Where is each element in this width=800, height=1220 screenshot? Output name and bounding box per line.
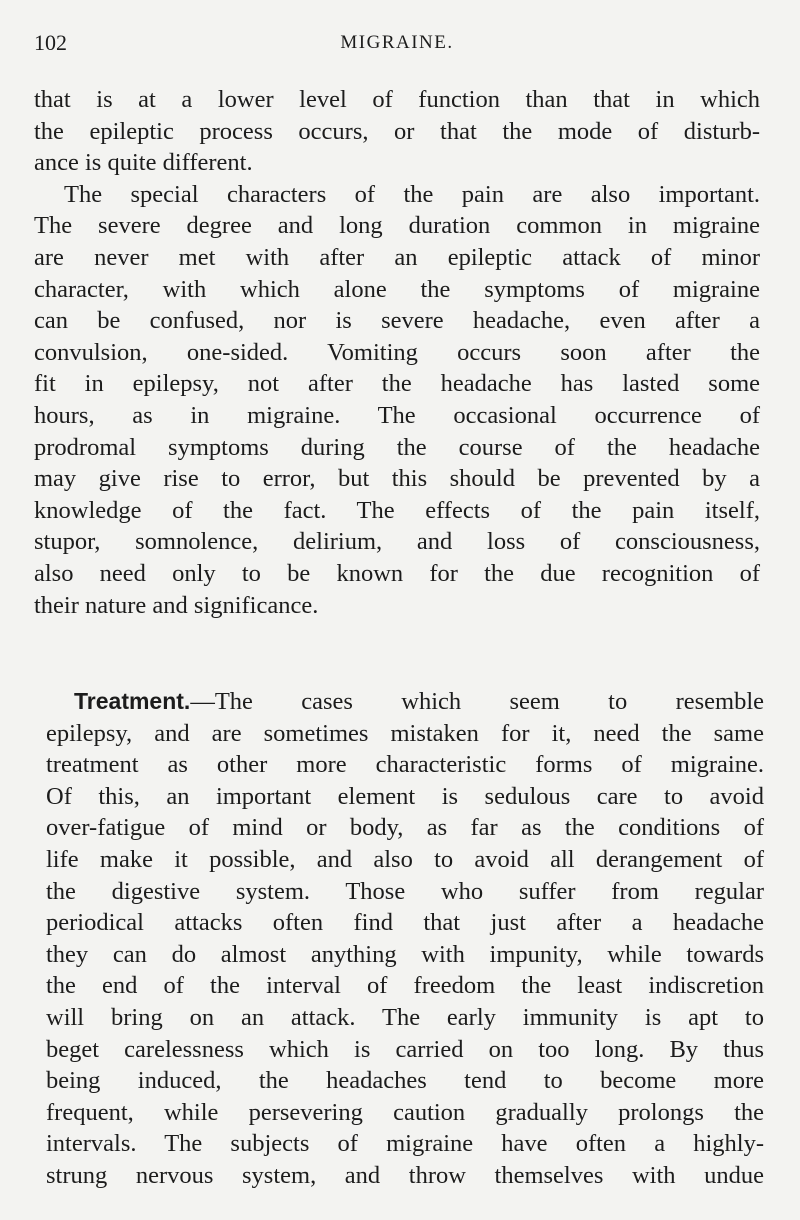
text-line: character, with which alone the symptoms of migraine: [34, 275, 760, 303]
text-line: ance is quite different.: [34, 149, 253, 177]
text-line: over-fatigue of mind or body, as far as the conditions of: [46, 814, 764, 842]
text-line: fit in epilepsy, not after the headache has lasted some: [34, 370, 760, 398]
paragraph-special-characters: [34, 179, 760, 621]
text-line: may give rise to error, but this should be prevented by a: [34, 465, 760, 493]
text-line: convulsion, one-sided. Vomiting occurs soon after the: [34, 338, 760, 366]
text-line: that is at a lower level of function than that in which: [34, 86, 760, 113]
text-line: prodromal symptoms during the course of the headache: [34, 433, 760, 461]
text-line: will bring on an attack. The early immunity is apt to: [46, 1003, 764, 1031]
text-line: periodical attacks often find that just after a headache: [46, 909, 764, 937]
text-line: frequent, while persevering caution gradually prolongs the: [46, 1098, 764, 1126]
paragraph-continuation: [34, 84, 760, 179]
text-line: treatment as other more characteristic forms of migraine.: [46, 751, 764, 779]
text-line: the digestive system. Those who suffer from regular: [46, 877, 764, 905]
text-line: the epileptic process occurs, or that the mode of disturb-: [34, 117, 760, 145]
text-line: knowledge of the fact. The effects of the pain itself,: [34, 496, 760, 524]
text-line: life make it possible, and also to avoid all derangement of: [46, 845, 764, 873]
section-heading-treatment: Treatment.: [74, 688, 191, 714]
treatment-first-line: [46, 686, 764, 718]
running-head: MIGRAINE.: [340, 32, 454, 53]
text-line: the end of the interval of freedom the least indiscretion: [46, 972, 764, 1000]
text-line: beget carelessness which is carried on too long. By thus: [46, 1035, 764, 1063]
text-line: stupor, somnolence, delirium, and loss of consciousness,: [34, 528, 760, 556]
page-header: [34, 30, 760, 60]
page-number: 102: [34, 30, 67, 55]
text-line: they can do almost anything with impunity, while towards: [46, 940, 764, 968]
text-line: The special characters of the pain are also important.: [64, 180, 760, 208]
text-line: epilepsy, and are sometimes mistaken for it, need the same: [46, 719, 764, 747]
text-line: being induced, the headaches tend to become more: [46, 1067, 764, 1095]
text-block-main: [34, 84, 760, 621]
text-fragment: —The cases which seem to resemble: [190, 688, 764, 715]
text-line: The severe degree and long duration common in migraine: [34, 212, 760, 240]
text-line: Of this, an important element is sedulous care to avoid: [46, 782, 764, 810]
text-line: can be confused, nor is severe headache, even after a: [34, 307, 760, 335]
text-line: also need only to be known for the due recognition of: [34, 559, 760, 587]
text-line: intervals. The subjects of migraine have often a highly-: [46, 1130, 764, 1158]
text-line: hours, as in migraine. The occasional occurrence of: [34, 401, 760, 429]
paragraph-treatment: [46, 686, 764, 1192]
text-line: are never met with after an epileptic attack of minor: [34, 243, 760, 271]
text-line: strung nervous system, and throw themselves with undue: [46, 1161, 764, 1189]
text-line: their nature and significance.: [34, 591, 319, 619]
